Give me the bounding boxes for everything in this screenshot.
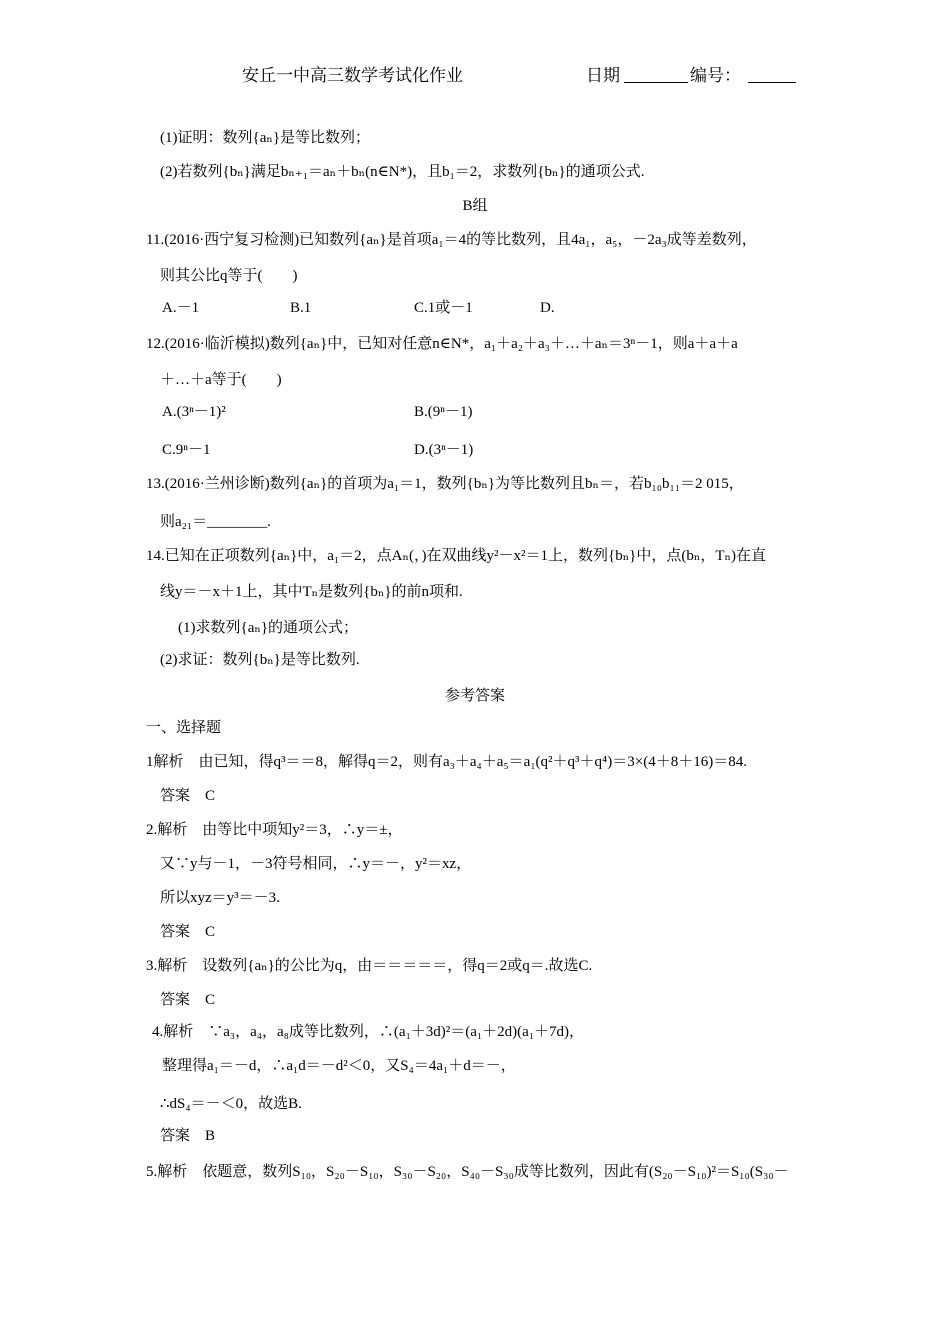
text-line: 11.(2016·西宁复习检测)已知数列{aₙ}是首项a₁＝4的等比数列，且4a₁，a₅，－2a₃成等差数列， — [146, 232, 757, 248]
date-label: 日期 — [586, 66, 620, 85]
option-d: D.(3ⁿ－1) — [414, 442, 474, 458]
text-line: 则其公比q等于( ) — [160, 268, 298, 284]
text-line: 整理得a₁＝－d，∴a₁d＝－d²＜0，又S₄＝4a₁＋d＝－， — [162, 1058, 516, 1074]
section-heading: 参考答案 — [444, 688, 505, 704]
option-a: A.(3ⁿ－1)² — [162, 404, 226, 420]
date-blank — [624, 66, 688, 83]
option-b: B.(9ⁿ－1) — [414, 404, 473, 420]
text-line: 1解析 由已知，得q³＝＝8，解得q＝2，则有a₃＋a₄＋a₅＝a₁(q²＋q³＋q⁴)＝3×(4＋8＋16)＝84. — [146, 754, 747, 770]
text-line: 又∵y与－1，－3符号相同，∴y＝－，y²＝xz， — [160, 856, 472, 872]
text-line: (1)证明：数列{aₙ}是等比数列； — [160, 130, 371, 146]
number-label: 编号： — [690, 66, 741, 85]
text-line: (2)求证：数列{bₙ}是等比数列. — [160, 652, 360, 668]
text-line: 所以xyz＝y³＝－3. — [160, 890, 280, 906]
text-line: 线y＝－x＋1上，其中Tₙ是数列{bₙ}的前n项和. — [160, 584, 463, 600]
section-subheading: 一、选择题 — [146, 720, 222, 736]
text-line: ∴dS₄＝－＜0，故选B. — [160, 1096, 302, 1112]
answer-line: 答案 B — [160, 1128, 216, 1144]
answer-line: 答案 C — [160, 788, 216, 804]
section-heading: B组 — [462, 198, 488, 214]
header-title: 安丘一中高三数学考试化作业 — [242, 66, 463, 85]
number-blank — [748, 66, 796, 83]
text-line: (1)求数列{aₙ}的通项公式； — [178, 620, 359, 636]
text-line: 2.解析 由等比中项知y²＝3，∴y＝±， — [146, 822, 403, 838]
option-c: C.9ⁿ－1 — [162, 442, 211, 458]
answer-line: 答案 C — [160, 992, 216, 1008]
text-line: 则a₂₁＝________. — [160, 514, 271, 530]
option-c: C.1或－1 — [414, 300, 473, 316]
text-line: 4.解析 ∵a₃，a₄，a₈成等比数列，∴(a₁＋3d)²＝(a₁＋2d)(a₁＋7d)， — [152, 1024, 585, 1040]
option-a: A.－1 — [162, 300, 200, 316]
answer-line: 答案 C — [160, 924, 216, 940]
text-line: 3.解析 设数列{aₙ}的公比为q，由＝＝＝＝＝，得q＝2或q＝.故选C. — [146, 958, 593, 974]
text-line: 13.(2016·兰州诊断)数列{aₙ}的首项为a₁＝1，数列{bₙ}为等比数列且bₙ＝，若b₁₀b₁₁＝2 015， — [146, 476, 744, 492]
text-line: (2)若数列{bₙ}满足bₙ₊₁＝aₙ＋bₙ(n∈N*)，且b₁＝2，求数列{bₙ}的通项公式. — [160, 164, 645, 180]
text-line: 5.解析 依题意，数列S₁₀，S₂₀－S₁₀，S₃₀－S₂₀，S₄₀－S₃₀成等比数列，因此有(S₂₀－S₁₀)²＝S₁₀(S₃₀－ — [146, 1164, 789, 1180]
text-line: ＋…＋a等于( ) — [160, 372, 282, 388]
text-line: 12.(2016·临沂模拟)数列{aₙ}中，已知对任意n∈N*，a₁＋a₂＋a₃＋…＋aₙ＝3ⁿ－1，则a＋a＋a — [146, 336, 738, 352]
text-line: 14.已知在正项数列{aₙ}中，a₁＝2，点Aₙ(，)在双曲线y²－x²＝1上，数列{bₙ}中，点(bₙ，Tₙ)在直 — [146, 548, 767, 564]
option-d: D. — [540, 300, 555, 316]
option-b: B.1 — [290, 300, 312, 316]
